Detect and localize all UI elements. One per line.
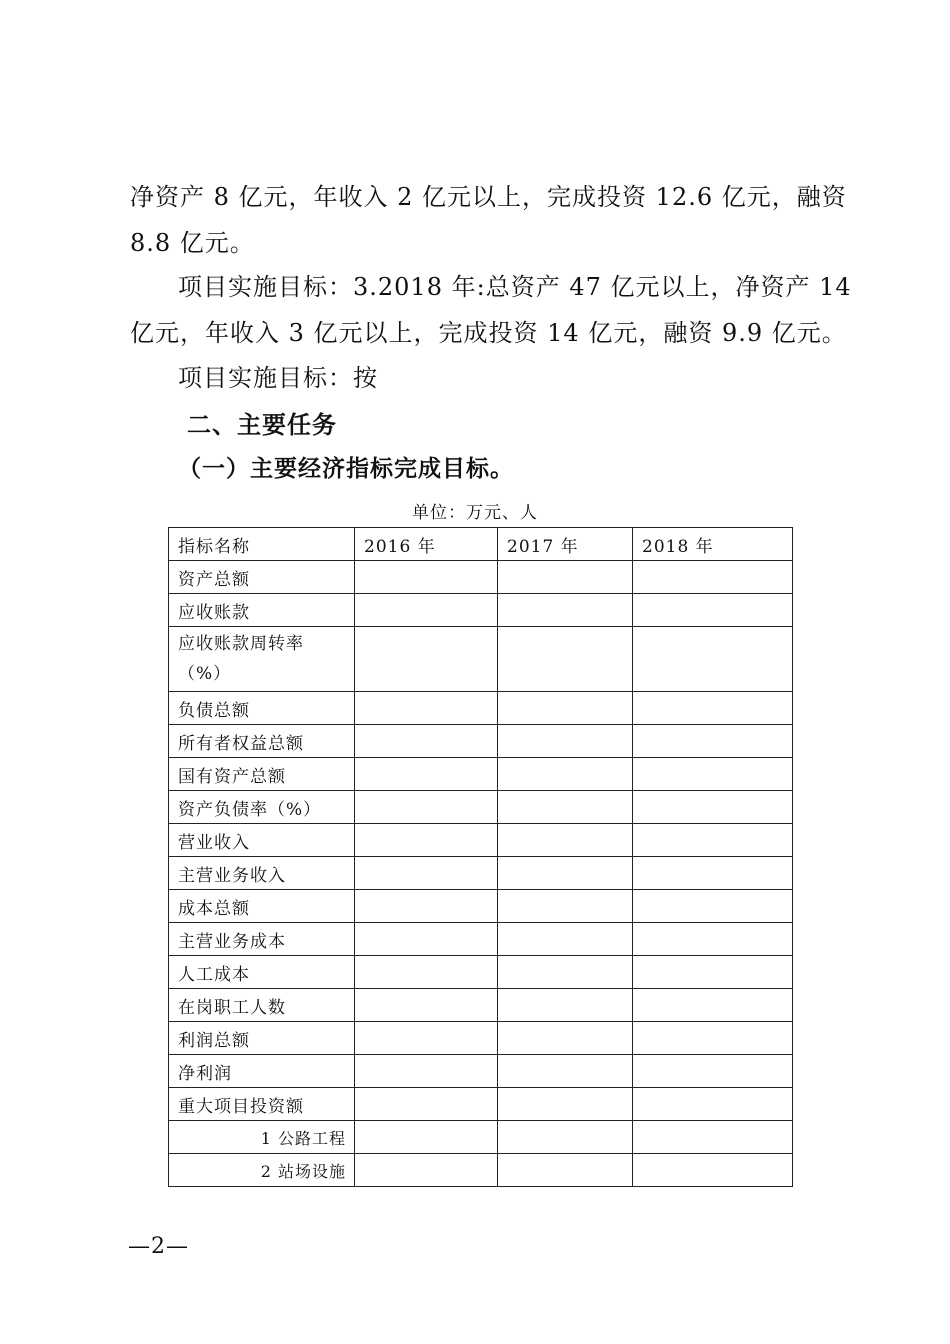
cell-2016 bbox=[355, 824, 498, 857]
row-label: 净利润 bbox=[169, 1055, 355, 1088]
table-row bbox=[169, 594, 793, 627]
table-row bbox=[169, 956, 793, 989]
cell-2017 bbox=[498, 758, 633, 791]
page-number: —2— bbox=[128, 1234, 189, 1259]
cell-2017 bbox=[498, 627, 633, 692]
cell-2017 bbox=[498, 692, 633, 725]
row-label: 利润总额 bbox=[169, 1022, 355, 1055]
row-label: 人工成本 bbox=[169, 956, 355, 989]
body-line-2: 8.8 亿元。 bbox=[130, 229, 255, 257]
row-label: 主营业务成本 bbox=[169, 923, 355, 956]
cell-2018 bbox=[633, 561, 793, 594]
cell-2016 bbox=[355, 561, 498, 594]
header-2017: 2017 年 bbox=[498, 528, 633, 561]
cell-2018 bbox=[633, 1022, 793, 1055]
row-label: 应收账款 bbox=[169, 594, 355, 627]
row-label: 重大项目投资额 bbox=[169, 1088, 355, 1121]
cell-2016 bbox=[355, 923, 498, 956]
table-row bbox=[169, 1121, 793, 1154]
cell-2018 bbox=[633, 956, 793, 989]
table-row bbox=[169, 1055, 793, 1088]
cell-2016 bbox=[355, 692, 498, 725]
cell-2018 bbox=[633, 692, 793, 725]
cell-2016 bbox=[355, 1121, 498, 1154]
table-row bbox=[169, 857, 793, 890]
row-label: 2 站场设施 bbox=[169, 1154, 355, 1187]
cell-2018 bbox=[633, 1088, 793, 1121]
cell-2016 bbox=[355, 1022, 498, 1055]
table-row bbox=[169, 1154, 793, 1187]
cell-2016 bbox=[355, 857, 498, 890]
row-label: 所有者权益总额 bbox=[169, 725, 355, 758]
table-row bbox=[169, 1022, 793, 1055]
body-line-1: 净资产 8 亿元，年收入 2 亿元以上，完成投资 12.6 亿元，融资 bbox=[130, 183, 847, 211]
cell-2016 bbox=[355, 791, 498, 824]
cell-2018 bbox=[633, 890, 793, 923]
table-row bbox=[169, 1088, 793, 1121]
table-row bbox=[169, 561, 793, 594]
section-heading: 二、主要任务 bbox=[187, 411, 337, 439]
row-label: 应收账款周转率（%） bbox=[169, 627, 355, 692]
cell-2017 bbox=[498, 725, 633, 758]
cell-2017 bbox=[498, 561, 633, 594]
table-row bbox=[169, 692, 793, 725]
row-label: 主营业务收入 bbox=[169, 857, 355, 890]
cell-2016 bbox=[355, 725, 498, 758]
cell-2017 bbox=[498, 989, 633, 1022]
cell-2016 bbox=[355, 627, 498, 692]
row-label: 资产总额 bbox=[169, 561, 355, 594]
cell-2017 bbox=[498, 923, 633, 956]
table-row bbox=[169, 725, 793, 758]
table-row bbox=[169, 791, 793, 824]
cell-2016 bbox=[355, 594, 498, 627]
body-line-5: 项目实施目标：按 bbox=[178, 364, 378, 392]
table-row bbox=[169, 627, 793, 692]
cell-2017 bbox=[498, 1055, 633, 1088]
cell-2016 bbox=[355, 890, 498, 923]
body-line-3: 项目实施目标：3.2018 年:总资产 47 亿元以上，净资产 14 bbox=[178, 273, 852, 301]
table-row bbox=[169, 824, 793, 857]
cell-2017 bbox=[498, 594, 633, 627]
cell-2017 bbox=[498, 1121, 633, 1154]
subsection-heading: （一）主要经济指标完成目标。 bbox=[178, 455, 514, 482]
cell-2017 bbox=[498, 1154, 633, 1187]
cell-2018 bbox=[633, 1121, 793, 1154]
header-indicator: 指标名称 bbox=[169, 528, 355, 561]
cell-2017 bbox=[498, 791, 633, 824]
table-header-row bbox=[169, 528, 793, 561]
header-2016: 2016 年 bbox=[355, 528, 498, 561]
cell-2018 bbox=[633, 791, 793, 824]
row-label: 1 公路工程 bbox=[169, 1121, 355, 1154]
table-unit-label: 单位：万元、人 bbox=[412, 503, 538, 523]
cell-2016 bbox=[355, 989, 498, 1022]
cell-2016 bbox=[355, 956, 498, 989]
cell-2018 bbox=[633, 857, 793, 890]
table-row bbox=[169, 758, 793, 791]
row-label: 负债总额 bbox=[169, 692, 355, 725]
cell-2018 bbox=[633, 627, 793, 692]
row-label: 资产负债率（%） bbox=[169, 791, 355, 824]
row-label: 营业收入 bbox=[169, 824, 355, 857]
row-label: 成本总额 bbox=[169, 890, 355, 923]
cell-2016 bbox=[355, 1055, 498, 1088]
cell-2018 bbox=[633, 1055, 793, 1088]
cell-2017 bbox=[498, 890, 633, 923]
table-row bbox=[169, 989, 793, 1022]
cell-2017 bbox=[498, 1022, 633, 1055]
row-label: 在岗职工人数 bbox=[169, 989, 355, 1022]
cell-2016 bbox=[355, 758, 498, 791]
cell-2018 bbox=[633, 824, 793, 857]
cell-2018 bbox=[633, 923, 793, 956]
cell-2017 bbox=[498, 1088, 633, 1121]
body-line-4: 亿元，年收入 3 亿元以上，完成投资 14 亿元，融资 9.9 亿元。 bbox=[130, 319, 847, 347]
cell-2018 bbox=[633, 989, 793, 1022]
cell-2018 bbox=[633, 1154, 793, 1187]
cell-2017 bbox=[498, 857, 633, 890]
row-label: 国有资产总额 bbox=[169, 758, 355, 791]
cell-2018 bbox=[633, 594, 793, 627]
cell-2016 bbox=[355, 1088, 498, 1121]
cell-2018 bbox=[633, 725, 793, 758]
indicator-table bbox=[168, 527, 793, 1187]
table-row bbox=[169, 890, 793, 923]
cell-2016 bbox=[355, 1154, 498, 1187]
cell-2017 bbox=[498, 956, 633, 989]
table-row bbox=[169, 923, 793, 956]
cell-2018 bbox=[633, 758, 793, 791]
cell-2017 bbox=[498, 824, 633, 857]
header-2018: 2018 年 bbox=[633, 528, 793, 561]
